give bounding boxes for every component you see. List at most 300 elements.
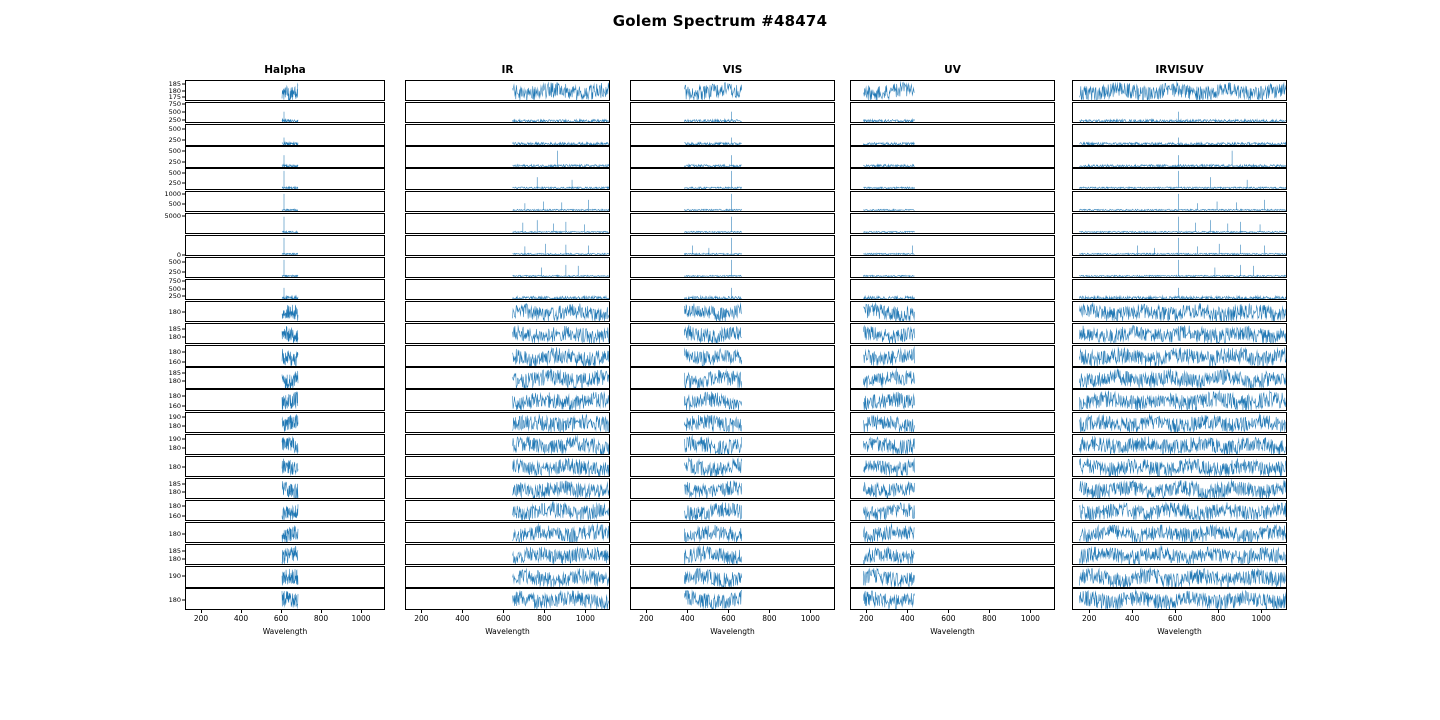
spectrum-trace (406, 147, 610, 167)
panel-uv-row-21 (850, 544, 1055, 565)
spectrum-trace (1073, 523, 1287, 543)
y-tick-label: 500 (168, 168, 181, 177)
y-tick-mark (182, 447, 185, 448)
panel-uv-row-14 (850, 389, 1055, 410)
spectrum-trace (186, 479, 385, 499)
spectrum-trace (186, 81, 385, 101)
panel-vis-row-3 (630, 146, 835, 167)
y-tick-mark (182, 261, 185, 262)
y-tick-label: 190 (168, 434, 181, 443)
panel-ir-row-17 (405, 456, 610, 477)
panel-vis-row-19 (630, 500, 835, 521)
panel-vis-row-16 (630, 434, 835, 455)
y-tick-mark (182, 373, 185, 374)
spectrum-trace (406, 280, 610, 300)
x-tick-mark (1132, 610, 1133, 613)
panel-vis-row-2 (630, 124, 835, 145)
panel-vis-row-17 (630, 456, 835, 477)
spectrum-trace (406, 302, 610, 322)
spectrum-trace (186, 214, 385, 234)
spectrum-trace (851, 589, 1055, 609)
panel-uv-row-1 (850, 102, 1055, 123)
y-tick-label: 250 (168, 292, 181, 301)
spectrum-trace (631, 545, 835, 565)
x-axis-label: Wavelength (262, 627, 308, 637)
panel-halpha-row-14 (185, 389, 385, 410)
y-tick-mark (182, 84, 185, 85)
y-tick-label: 750 (168, 100, 181, 109)
panel-ir-row-12 (405, 345, 610, 366)
spectrum-trace (631, 147, 835, 167)
spectrum-trace (851, 169, 1055, 189)
x-tick-label: 1000 (1020, 614, 1040, 624)
y-tick-label: 160 (168, 401, 181, 410)
panel-halpha-row-9 (185, 279, 385, 300)
spectrum-trace (186, 103, 385, 123)
y-tick-mark (182, 90, 185, 91)
y-tick-label: 180 (168, 86, 181, 95)
spectrum-trace (186, 324, 385, 344)
spectrum-trace (406, 545, 610, 565)
y-tick-mark (182, 395, 185, 396)
y-tick-mark (182, 329, 185, 330)
panel-halpha-row-10 (185, 301, 385, 322)
y-tick-label: 185 (168, 79, 181, 88)
panel-vis-row-14 (630, 389, 835, 410)
spectrum-trace (186, 589, 385, 609)
y-tick-mark (182, 193, 185, 194)
panel-ir-row-3 (405, 146, 610, 167)
spectrum-trace (406, 214, 610, 234)
y-tick-label: 180 (168, 554, 181, 563)
panel-vis-row-9 (630, 279, 835, 300)
y-tick-mark (182, 112, 185, 113)
y-tick-label: 180 (168, 391, 181, 400)
panel-uv-row-15 (850, 412, 1055, 433)
spectrum-trace (406, 81, 610, 101)
spectrum-trace (1073, 81, 1287, 101)
panel-halpha-row-5 (185, 191, 385, 212)
y-tick-mark (182, 216, 185, 217)
panel-ir-row-22 (405, 566, 610, 587)
x-tick-label: 600 (1168, 614, 1183, 624)
x-tick-label: 1000 (351, 614, 371, 624)
panel-halpha-row-21 (185, 544, 385, 565)
y-tick-label: 250 (168, 135, 181, 144)
y-tick-label: 185 (168, 369, 181, 378)
panel-halpha-row-2 (185, 124, 385, 145)
x-tick-mark (907, 610, 908, 613)
y-tick-label: 250 (168, 157, 181, 166)
x-tick-label: 200 (193, 614, 209, 624)
x-tick-label: 200 (639, 614, 654, 624)
spectrum-trace (186, 501, 385, 521)
y-tick-mark (182, 104, 185, 105)
spectrum-trace (851, 192, 1055, 212)
panel-ir-row-11 (405, 323, 610, 344)
panel-uv-row-13 (850, 367, 1055, 388)
panel-vis-row-8 (630, 257, 835, 278)
y-tick-label: 0 (176, 250, 181, 259)
x-tick-mark (503, 610, 504, 613)
spectrum-trace (1073, 390, 1287, 410)
panel-ir-row-20 (405, 522, 610, 543)
panel-vis-row-1 (630, 102, 835, 123)
x-tick-label: 1000 (800, 614, 820, 624)
y-tick-label: 180 (168, 376, 181, 385)
spectrum-trace (1073, 589, 1287, 609)
x-tick-mark (1218, 610, 1219, 613)
y-tick-mark (182, 272, 185, 273)
x-tick-mark (728, 610, 729, 613)
spectrum-trace (851, 523, 1055, 543)
spectrum-trace (406, 501, 610, 521)
panel-uv-row-4 (850, 168, 1055, 189)
panel-vis-row-21 (630, 544, 835, 565)
spectrum-trace (1073, 457, 1287, 477)
panel-ir-row-8 (405, 257, 610, 278)
spectrum-trace (1073, 501, 1287, 521)
panel-irvisuv-row-20 (1072, 522, 1287, 543)
x-tick-mark (585, 610, 586, 613)
y-tick-mark (182, 150, 185, 151)
y-tick-label: 5000 (164, 211, 181, 220)
panel-halpha-row-8 (185, 257, 385, 278)
x-tick-label: 600 (273, 614, 289, 624)
y-tick-label: 160 (168, 357, 181, 366)
x-tick-label: 800 (982, 614, 997, 624)
x-tick-label: 800 (762, 614, 777, 624)
panel-ir-row-7 (405, 235, 610, 256)
y-tick-label: 175 (168, 93, 181, 102)
y-tick-mark (182, 576, 185, 577)
spectrum-trace (1073, 324, 1287, 344)
x-tick-mark (241, 610, 242, 613)
spectrum-trace (851, 103, 1055, 123)
panel-vis-row-15 (630, 412, 835, 433)
spectrum-trace (406, 567, 610, 587)
spectrum-trace (851, 435, 1055, 455)
x-tick-label: 400 (233, 614, 249, 624)
spectrum-trace (186, 125, 385, 145)
spectrum-trace (406, 346, 610, 366)
spectrum-trace (406, 457, 610, 477)
spectrum-trace (406, 324, 610, 344)
x-tick-label: 400 (900, 614, 915, 624)
spectrum-trace (1073, 435, 1287, 455)
y-tick-label: 250 (168, 179, 181, 188)
x-tick-mark (1261, 610, 1262, 613)
panel-halpha-row-20 (185, 522, 385, 543)
panel-ir-row-2 (405, 124, 610, 145)
y-tick-mark (182, 467, 185, 468)
spectrum-trace (1073, 192, 1287, 212)
spectrum-trace (406, 125, 610, 145)
spectrum-trace (1073, 479, 1287, 499)
y-tick-label: 190 (168, 571, 181, 580)
column-title-halpha: Halpha (264, 64, 306, 76)
panel-vis-row-7 (630, 235, 835, 256)
spectrum-trace (631, 258, 835, 278)
panel-ir-row-15 (405, 412, 610, 433)
x-tick-mark (1089, 610, 1090, 613)
spectrum-trace (631, 236, 835, 256)
spectrum-trace (631, 346, 835, 366)
y-tick-mark (182, 533, 185, 534)
y-tick-mark (182, 550, 185, 551)
y-tick-label: 750 (168, 276, 181, 285)
panel-uv-row-12 (850, 345, 1055, 366)
spectrum-trace (186, 346, 385, 366)
spectrum-trace (1073, 169, 1287, 189)
panel-ir-row-13 (405, 367, 610, 388)
spectrum-trace (631, 214, 835, 234)
y-tick-label: 180 (168, 348, 181, 357)
spectrum-trace (631, 457, 835, 477)
spectrum-trace (1073, 413, 1287, 433)
spectrum-trace (186, 280, 385, 300)
x-tick-mark (769, 610, 770, 613)
panel-uv-row-7 (850, 235, 1055, 256)
x-tick-label: 1000 (1251, 614, 1271, 624)
y-tick-mark (182, 491, 185, 492)
x-tick-label: 800 (1211, 614, 1226, 624)
y-tick-mark (182, 172, 185, 173)
spectrum-trace (1073, 567, 1287, 587)
panel-vis-row-12 (630, 345, 835, 366)
spectrum-trace (1073, 346, 1287, 366)
y-tick-label: 250 (168, 116, 181, 125)
y-tick-mark (182, 161, 185, 162)
panel-vis-row-10 (630, 301, 835, 322)
panel-irvisuv-row-2 (1072, 124, 1287, 145)
spectrum-trace (851, 214, 1055, 234)
x-tick-label: 200 (414, 614, 429, 624)
y-tick-mark (182, 139, 185, 140)
spectrum-trace (631, 81, 835, 101)
panel-halpha-row-4 (185, 168, 385, 189)
spectrum-trace (186, 169, 385, 189)
spectrum-trace (406, 169, 610, 189)
panel-irvisuv-row-11 (1072, 323, 1287, 344)
spectrum-trace (406, 258, 610, 278)
panel-irvisuv-row-23 (1072, 588, 1287, 609)
spectrum-trace (631, 567, 835, 587)
spectrum-trace (406, 413, 610, 433)
panel-irvisuv-row-4 (1072, 168, 1287, 189)
spectrum-trace (186, 413, 385, 433)
panel-irvisuv-row-19 (1072, 500, 1287, 521)
x-tick-label: 800 (313, 614, 329, 624)
panel-uv-row-5 (850, 191, 1055, 212)
spectrum-trace (186, 368, 385, 388)
panel-uv-row-9 (850, 279, 1055, 300)
spectrum-trace (851, 545, 1055, 565)
spectrum-trace (631, 125, 835, 145)
x-tick-mark (361, 610, 362, 613)
y-tick-mark (182, 255, 185, 256)
panel-ir-row-5 (405, 191, 610, 212)
spectrum-trace (851, 125, 1055, 145)
y-tick-label: 185 (168, 324, 181, 333)
panel-uv-row-23 (850, 588, 1055, 609)
y-tick-mark (182, 361, 185, 362)
panel-halpha-row-7 (185, 235, 385, 256)
spectrum-trace (1073, 147, 1287, 167)
panel-irvisuv-row-7 (1072, 235, 1287, 256)
panel-halpha-row-3 (185, 146, 385, 167)
spectrum-trace (406, 192, 610, 212)
panel-uv-row-8 (850, 257, 1055, 278)
spectrum-trace (186, 390, 385, 410)
y-tick-label: 160 (168, 511, 181, 520)
spectrum-trace (406, 103, 610, 123)
panel-uv-row-17 (850, 456, 1055, 477)
panel-halpha-row-15 (185, 412, 385, 433)
x-tick-mark (1030, 610, 1031, 613)
y-tick-mark (182, 281, 185, 282)
panel-vis-row-20 (630, 522, 835, 543)
y-tick-label: 180 (168, 307, 181, 316)
panel-uv-row-0 (850, 80, 1055, 101)
x-tick-label: 200 (859, 614, 874, 624)
panel-vis-row-23 (630, 588, 835, 609)
spectrum-trace (851, 258, 1055, 278)
spectrum-trace (1073, 103, 1287, 123)
panel-uv-row-11 (850, 323, 1055, 344)
panel-ir-row-23 (405, 588, 610, 609)
y-tick-label: 500 (168, 257, 181, 266)
spectrum-trace (186, 523, 385, 543)
panel-vis-row-18 (630, 478, 835, 499)
y-tick-label: 500 (168, 199, 181, 208)
panel-ir-row-14 (405, 389, 610, 410)
x-axis-label: Wavelength (485, 627, 530, 637)
spectrum-trace (186, 567, 385, 587)
spectrum-trace (1073, 545, 1287, 565)
y-tick-mark (182, 405, 185, 406)
spectrum-trace (631, 390, 835, 410)
spectrum-trace (851, 302, 1055, 322)
y-tick-label: 1000 (164, 189, 181, 198)
panel-ir-row-16 (405, 434, 610, 455)
y-tick-label: 180 (168, 529, 181, 538)
y-tick-label: 185 (168, 479, 181, 488)
panel-ir-row-4 (405, 168, 610, 189)
column-title-irvisuv: IRVISUV (1155, 64, 1204, 76)
panel-irvisuv-row-18 (1072, 478, 1287, 499)
column-title-vis: VIS (722, 64, 743, 76)
y-tick-mark (182, 425, 185, 426)
spectrum-trace (631, 435, 835, 455)
spectrum-trace (406, 390, 610, 410)
panel-vis-row-5 (630, 191, 835, 212)
column-title-ir: IR (501, 64, 514, 76)
y-tick-label: 180 (168, 501, 181, 510)
y-tick-mark (182, 336, 185, 337)
panel-irvisuv-row-12 (1072, 345, 1287, 366)
panel-halpha-row-22 (185, 566, 385, 587)
x-tick-mark (421, 610, 422, 613)
spectrum-trace (1073, 125, 1287, 145)
x-axis-label: Wavelength (1157, 627, 1202, 637)
panel-halpha-row-6 (185, 213, 385, 234)
x-tick-mark (866, 610, 867, 613)
x-tick-mark (948, 610, 949, 613)
spectrum-trace (186, 302, 385, 322)
x-tick-label: 600 (941, 614, 956, 624)
y-tick-mark (182, 311, 185, 312)
panel-uv-row-18 (850, 478, 1055, 499)
y-tick-mark (182, 183, 185, 184)
panel-ir-row-10 (405, 301, 610, 322)
panel-halpha-row-18 (185, 478, 385, 499)
panel-vis-row-0 (630, 80, 835, 101)
panel-irvisuv-row-8 (1072, 257, 1287, 278)
spectrum-trace (406, 589, 610, 609)
spectrum-trace (631, 169, 835, 189)
y-tick-label: 500 (168, 108, 181, 117)
panel-vis-row-4 (630, 168, 835, 189)
panel-irvisuv-row-5 (1072, 191, 1287, 212)
panel-uv-row-2 (850, 124, 1055, 145)
panel-irvisuv-row-16 (1072, 434, 1287, 455)
panel-ir-row-18 (405, 478, 610, 499)
x-tick-mark (321, 610, 322, 613)
y-tick-mark (182, 506, 185, 507)
y-tick-mark (182, 120, 185, 121)
y-tick-mark (182, 296, 185, 297)
panel-irvisuv-row-21 (1072, 544, 1287, 565)
panel-vis-row-22 (630, 566, 835, 587)
x-tick-mark (1175, 610, 1176, 613)
spectrum-trace (851, 81, 1055, 101)
spectrum-trace (406, 479, 610, 499)
spectrum-trace (1073, 280, 1287, 300)
y-tick-label: 180 (168, 487, 181, 496)
panel-irvisuv-row-9 (1072, 279, 1287, 300)
spectrum-trace (186, 435, 385, 455)
spectrum-trace (851, 501, 1055, 521)
panel-irvisuv-row-10 (1072, 301, 1287, 322)
spectrum-trace (851, 346, 1055, 366)
x-tick-label: 800 (537, 614, 552, 624)
spectrum-trace (631, 324, 835, 344)
panel-ir-row-19 (405, 500, 610, 521)
panel-uv-row-22 (850, 566, 1055, 587)
spectrum-trace (406, 368, 610, 388)
x-tick-mark (462, 610, 463, 613)
x-tick-mark (281, 610, 282, 613)
panel-irvisuv-row-0 (1072, 80, 1287, 101)
spectrum-trace (631, 523, 835, 543)
panel-uv-row-6 (850, 213, 1055, 234)
spectrum-trace (186, 147, 385, 167)
panel-irvisuv-row-14 (1072, 389, 1287, 410)
x-tick-mark (544, 610, 545, 613)
panel-irvisuv-row-17 (1072, 456, 1287, 477)
spectrum-trace (631, 192, 835, 212)
y-tick-label: 190 (168, 412, 181, 421)
spectrum-trace (406, 435, 610, 455)
x-tick-mark (989, 610, 990, 613)
y-tick-label: 180 (168, 421, 181, 430)
y-tick-mark (182, 558, 185, 559)
spectrum-trace (406, 523, 610, 543)
y-tick-mark (182, 288, 185, 289)
panel-halpha-row-12 (185, 345, 385, 366)
y-tick-mark (182, 97, 185, 98)
